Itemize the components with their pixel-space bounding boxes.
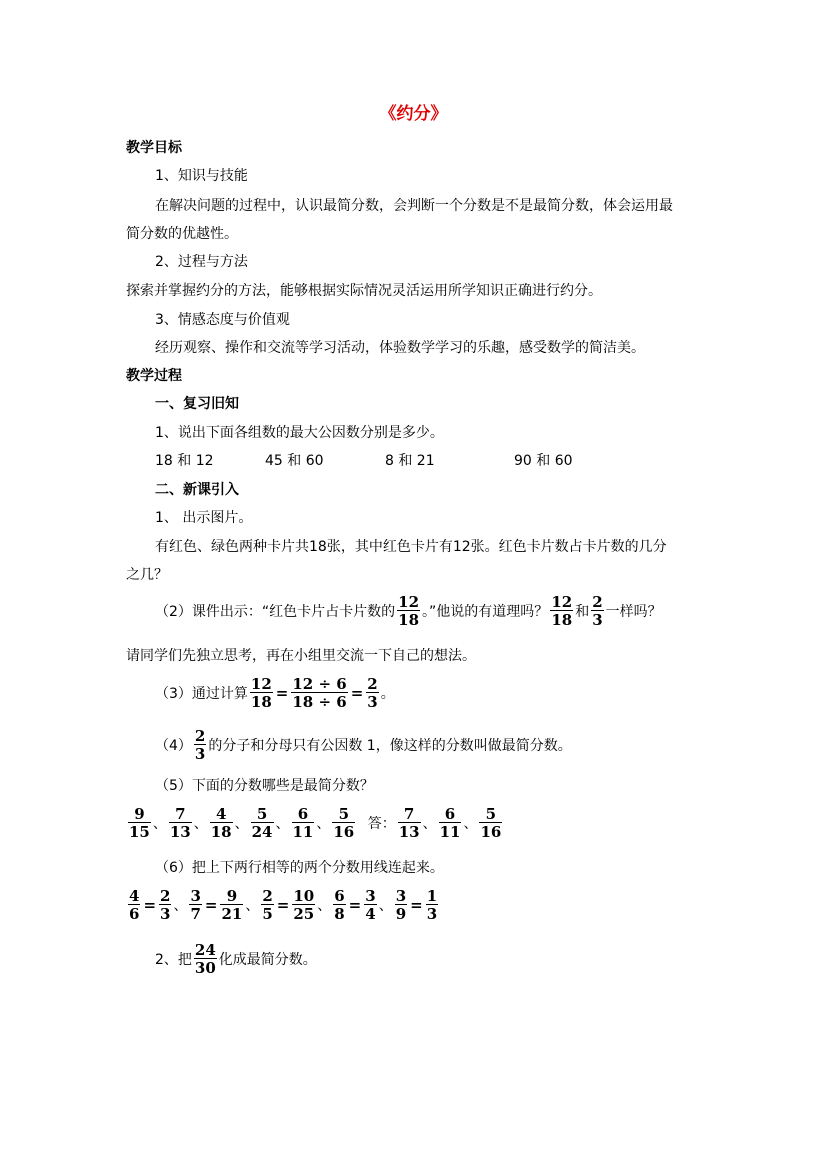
fraction-5-16 <box>479 806 502 840</box>
section-goals-heading: 教学目标 <box>126 140 182 156</box>
numerator: 7 <box>175 805 186 823</box>
part-2-heading: 二、新课引入 <box>155 482 239 498</box>
step-3-end: 。 <box>380 686 395 702</box>
exercise-2-text-b: 化成最简分数。 <box>218 952 317 968</box>
fraction-5-24 <box>251 806 274 840</box>
fraction-6-8 <box>333 888 345 922</box>
denominator: 18 <box>398 611 420 629</box>
fraction-3-7 <box>189 888 201 922</box>
goal-3-heading: 3、情感态度与价值观 <box>155 312 290 328</box>
fraction-12-18 <box>250 676 273 710</box>
section-process-heading: 教学过程 <box>126 368 182 384</box>
story-text-a: 有红色、绿色两种卡片共18张，其中红色卡片有12张。红色卡片数占卡片数的几分 <box>155 539 667 555</box>
numerator: 2 <box>194 727 206 745</box>
fraction-2-3 <box>591 594 603 628</box>
equals-sign: = <box>276 896 290 914</box>
denominator: 9 <box>395 905 407 923</box>
step-4-row <box>155 728 572 762</box>
fraction-4-18 <box>210 806 233 840</box>
goal-1-text-b: 简分数的优越性。 <box>126 226 238 242</box>
step-2-text-d: 一样吗？ <box>605 604 662 620</box>
numerator: 2 <box>262 887 273 905</box>
fraction-4-6 <box>128 888 140 922</box>
denominator: 18 <box>551 611 573 629</box>
number-group-1: 18 和 12 <box>155 453 214 469</box>
goal-2-heading: 2、过程与方法 <box>155 254 248 270</box>
denominator: 30 <box>194 959 216 977</box>
numerator: 2 <box>592 593 603 611</box>
equals-sign: = <box>275 684 289 702</box>
denominator: 16 <box>480 823 502 841</box>
denominator: 3 <box>367 693 378 711</box>
fraction-9-21 <box>220 888 243 922</box>
denominator: 18 ÷ 6 <box>292 693 347 711</box>
step-2-text-a: （2）课件出示：“红色卡片占卡片数的 <box>155 604 396 620</box>
numerator: 9 <box>134 805 145 823</box>
separator: 、 <box>193 816 208 832</box>
exercise-2-text-a: 2、把 <box>155 952 192 968</box>
fraction-2-3 <box>159 888 171 922</box>
denominator: 18 <box>210 823 232 841</box>
fraction-6-11 <box>292 806 315 840</box>
denominator: 3 <box>160 905 171 923</box>
goal-1-text-a: 在解决问题的过程中，认识最简分数，会判断一个分数是不是最简分数，体会运用最 <box>155 198 673 214</box>
separator: 、 <box>275 816 290 832</box>
step-2-text-b: 。”他说的有道理吗？ <box>422 604 549 620</box>
denominator: 11 <box>292 823 314 841</box>
fraction-12-18 <box>397 594 420 628</box>
step-2-text-c: 和 <box>575 604 590 620</box>
denominator: 13 <box>398 823 420 841</box>
denominator: 11 <box>439 823 461 841</box>
separator: 、 <box>422 816 437 832</box>
numerator: 1 <box>426 887 438 905</box>
part-1-question: 1、说出下面各组数的最大公因数分别是多少。 <box>155 425 444 441</box>
denominator: 5 <box>262 905 273 923</box>
number-group-4: 90 和 60 <box>514 453 573 469</box>
fraction-3-4 <box>364 888 376 922</box>
numerator: 3 <box>365 887 376 905</box>
numerator: 24 <box>194 941 216 959</box>
numerator: 7 <box>403 805 415 823</box>
denominator: 3 <box>592 611 603 629</box>
step-1-text: 1、 出示图片。 <box>155 510 253 526</box>
step-6-question: （6）把上下两行相等的两个分数用线连起来。 <box>155 860 444 876</box>
fraction-7-13 <box>169 806 192 840</box>
separator: 、 <box>245 898 260 914</box>
separator: 、 <box>173 898 188 914</box>
denominator: 24 <box>251 823 273 841</box>
separator: 、 <box>234 816 249 832</box>
fraction-3-9 <box>395 888 407 922</box>
equals-sign: = <box>204 896 218 914</box>
step-5-question: （5）下面的分数哪些是最简分数？ <box>155 778 374 794</box>
fraction-6-11 <box>439 806 462 840</box>
denominator: 7 <box>190 905 201 923</box>
equals-sign: = <box>410 896 423 914</box>
numerator: 12 <box>398 593 420 611</box>
numerator: 12 <box>250 675 272 693</box>
separator: 、 <box>378 898 393 914</box>
numerator: 4 <box>215 805 227 823</box>
separator: 、 <box>316 816 331 832</box>
exercise-2-row <box>155 942 317 976</box>
denominator: 13 <box>169 823 191 841</box>
denominator: 3 <box>194 745 206 763</box>
fraction-2-3 <box>366 676 378 710</box>
separator: 、 <box>152 816 167 832</box>
numerator: 5 <box>338 805 350 823</box>
denominator: 16 <box>333 823 355 841</box>
fraction-12-18 <box>550 594 573 628</box>
fraction-10-25 <box>292 888 315 922</box>
denominator: 6 <box>129 905 140 923</box>
numerator: 9 <box>226 887 238 905</box>
step-4-text-a: （4） <box>155 738 192 754</box>
numerator: 5 <box>256 805 268 823</box>
goal-2-text: 探索并掌握约分的方法，能够根据实际情况灵活运用所学知识正确进行约分。 <box>126 283 602 299</box>
numerator: 4 <box>129 887 140 905</box>
numerator: 6 <box>444 805 456 823</box>
numerator: 3 <box>395 887 407 905</box>
fraction-2-3 <box>194 728 206 762</box>
number-group-2: 45 和 60 <box>265 453 324 469</box>
equals-sign: = <box>143 896 157 914</box>
answer-label: 答： <box>367 816 396 832</box>
denominator: 21 <box>221 905 243 923</box>
numerator: 6 <box>334 887 345 905</box>
step-2-row <box>155 594 662 628</box>
fraction-9-15 <box>128 806 151 840</box>
number-group-3: 8 和 21 <box>385 453 435 469</box>
fraction-2-5 <box>261 888 273 922</box>
fraction-5-16 <box>332 806 355 840</box>
numerator: 12 <box>551 593 573 611</box>
fraction-24-30 <box>194 942 217 976</box>
denominator: 4 <box>365 905 376 923</box>
step-3-row <box>155 676 395 710</box>
numerator: 3 <box>190 887 201 905</box>
denominator: 3 <box>426 905 438 923</box>
step-6-equations <box>126 888 440 922</box>
step-3-text: （3）通过计算 <box>155 686 248 702</box>
denominator: 15 <box>129 823 150 841</box>
numerator: 2 <box>367 675 378 693</box>
part-1-heading: 一、复习旧知 <box>155 396 239 412</box>
equals-sign: = <box>348 896 362 914</box>
goal-1-heading: 1、知识与技能 <box>155 168 248 184</box>
step-2-line-2: 请同学们先独立思考，再在小组里交流一下自己的想法。 <box>126 648 476 664</box>
denominator: 18 <box>250 693 272 711</box>
separator: 、 <box>463 816 478 832</box>
numerator: 6 <box>297 805 309 823</box>
equals-sign: = <box>350 684 364 702</box>
step-4-text-b: 的分子和分母只有公因数 1，像这样的分数叫做最简分数。 <box>208 738 572 754</box>
separator: 、 <box>317 898 332 914</box>
step-5-fractions <box>126 806 504 840</box>
denominator: 8 <box>334 905 345 923</box>
denominator: 25 <box>293 905 315 923</box>
numerator: 10 <box>293 887 315 905</box>
fraction-division <box>291 676 347 710</box>
fraction-1-3 <box>426 888 438 922</box>
goal-3-text: 经历观察、操作和交流等学习活动，体验数学学习的乐趣，感受数学的简洁美。 <box>155 340 645 356</box>
fraction-7-13 <box>398 806 421 840</box>
page-title: 《约分》 <box>379 104 448 124</box>
numerator: 5 <box>485 805 497 823</box>
numerator: 2 <box>160 887 171 905</box>
numerator: 12 ÷ 6 <box>292 675 347 693</box>
story-text-b: 之几？ <box>126 567 168 583</box>
